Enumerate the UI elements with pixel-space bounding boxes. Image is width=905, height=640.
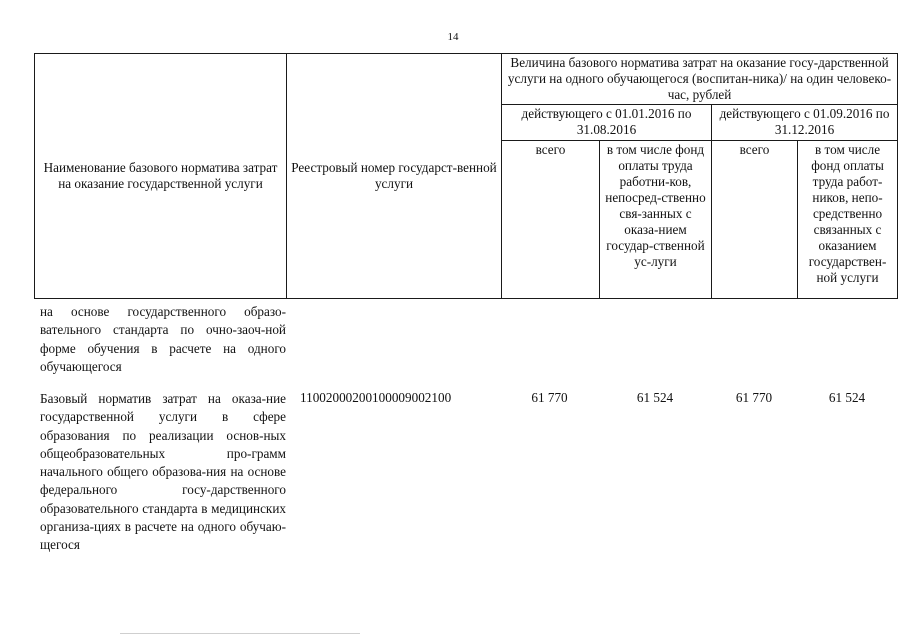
row-name: Базовый норматив затрат на оказа-ние государственной услуги в сфере образования по реализации основ-ных общеобразовательных про-грамм начального общего образова-ния на основе федерального госу-дарственного образовательного стандарта в медицинских организа-циях в расчете на одного обучаю-щегося: [40, 391, 286, 553]
header-value-group-cell: [502, 54, 898, 105]
header-including-1-label: в том числе фонд оплаты труда работни-ков, непосред-ственно свя-занных с оказа-нием государ-ственной ус-луги: [605, 142, 706, 269]
header-period-1-label: действующего с 01.01.2016 по 31.08.2016: [521, 106, 692, 137]
row-total-1: 61 770: [531, 390, 568, 405]
row-total-2: 61 770: [735, 390, 773, 405]
continuation-text: на основе государственного образо-вательного стандарта по очно-заоч-ной форме обучения в расчете на одного обучающегося: [40, 304, 286, 374]
row-registry-number: 11002000200100009002100: [300, 390, 452, 405]
header-period-2-label: действующего с 01.09.2016 по 31.12.2016: [719, 106, 890, 137]
header-period-1-cell: [502, 105, 712, 141]
header-period-2-cell: [712, 105, 898, 141]
row-including-1: 61 524: [636, 390, 674, 405]
row-including-2: 61 524: [828, 390, 866, 405]
header-total-1-label: всего: [535, 142, 566, 157]
header-value-group-label: Величина базового норматива затрат на оказание госу-дарственной услуги на одного обучающегося (воспитан-ника)/ на один человеко-час, рублей: [507, 55, 892, 102]
header-total-2-cell: [712, 141, 798, 299]
header-including-1-cell: [600, 141, 712, 299]
page-number: 14: [447, 31, 459, 43]
header-total-1-cell: [502, 141, 600, 299]
header-including-2-label: в том числе фонд оплаты труда работ-ников, непо-средственно связанных с оказанием государствен-ной услуги: [808, 142, 887, 285]
header-registry-cell: [287, 54, 502, 299]
header-name-cell: [35, 54, 287, 299]
scan-artifact-line: [120, 633, 360, 634]
header-registry-label: Реестровый номер государст-венной услуги: [291, 160, 497, 191]
norms-header-table: [34, 53, 898, 299]
header-name-label: Наименование базового норматива затрат на оказание государственной услуги: [43, 160, 278, 191]
header-total-2-label: всего: [739, 142, 770, 157]
header-including-2-cell: [798, 141, 898, 299]
